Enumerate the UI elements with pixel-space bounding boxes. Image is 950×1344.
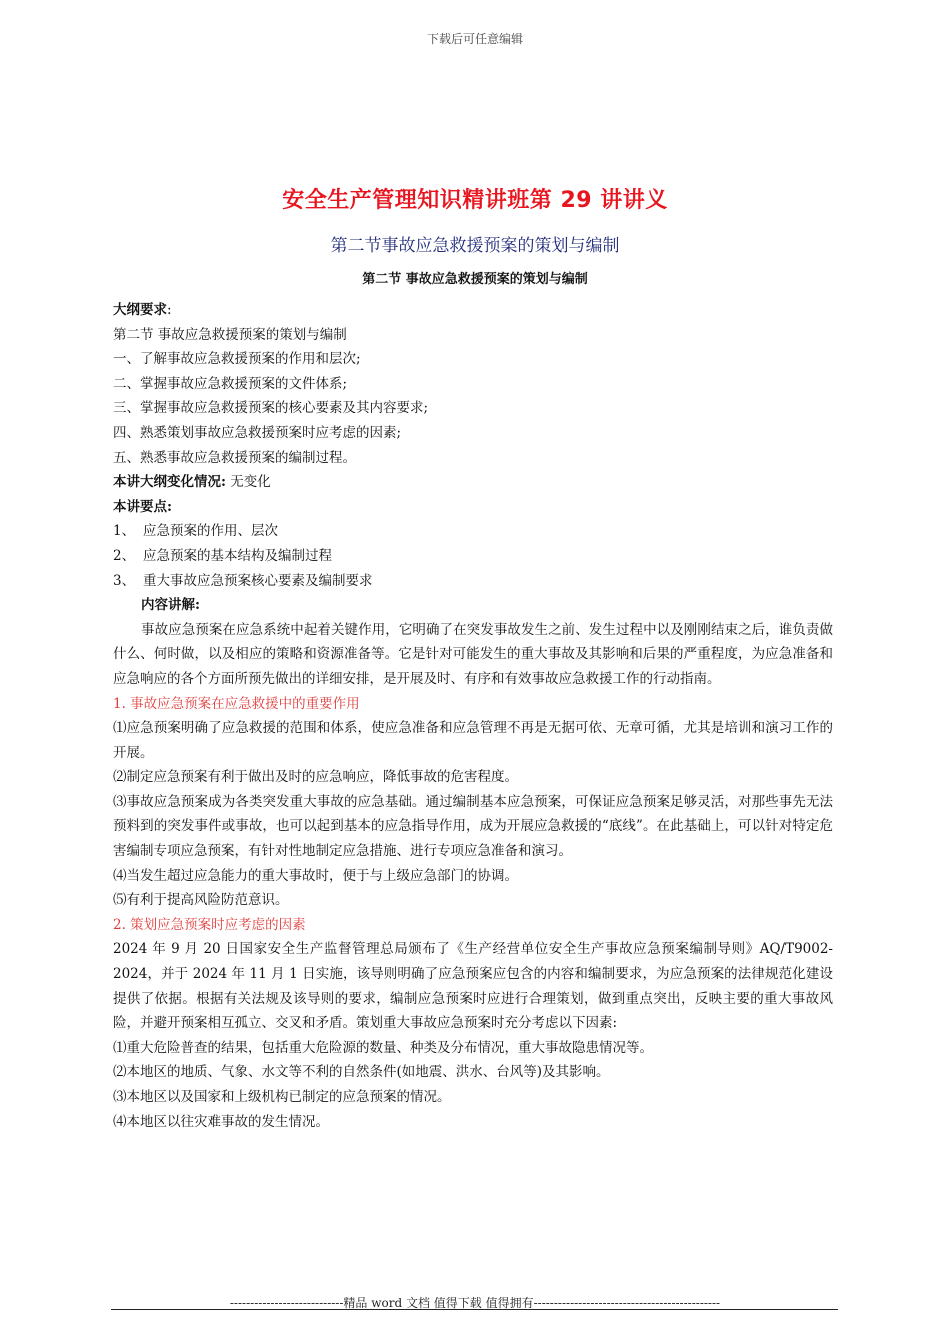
key-point-item bbox=[113, 544, 833, 569]
section1-item: ⑶事故应急预案成为各类突发重大事故的应急基础。通过编制基本应急预案，可保证应急预案足够灵活，对那些事先无法预料到的突发事件或事故，也可以起到基本的应急指导作用，成为开展应急救援的“底线”。在此基础上，可以针对特定危害编制专项应急预案，有针对性地制定应急措施、进行专项应急准备和演习。 bbox=[113, 793, 833, 860]
key-point-item bbox=[113, 569, 833, 594]
content-heading: 内容讲解: bbox=[141, 597, 200, 614]
key-point-text: 应急预案的基本结构及编制过程 bbox=[143, 547, 332, 564]
document-title: 安全生产管理知识精讲班第 29 讲讲义 bbox=[282, 188, 668, 213]
key-points-heading: 本讲要点: bbox=[113, 498, 172, 515]
outline-label-suffix: : bbox=[167, 302, 172, 318]
key-point-number: 3、 bbox=[113, 572, 136, 589]
section2-heading: 2. 策划应急预案时应考虑的因素 bbox=[113, 916, 306, 933]
section1-heading: 1. 事故应急预案在应急救援中的重要作用 bbox=[113, 695, 360, 712]
page-footer-text: ----------------------------精品 word 文档 值得下载 值得拥有---------------------------------------------- bbox=[229, 1296, 721, 1310]
key-point-text: 重大事故应急预案核心要素及编制要求 bbox=[143, 572, 373, 589]
key-point-item bbox=[113, 519, 833, 544]
intro-paragraph: 事故应急预案在应急系统中起着关键作用，它明确了在突发事故发生之前、发生过程中以及刚刚结束之后，谁负责做什么、何时做，以及相应的策略和资源准备等。它是针对可能发生的重大事故及其影响和后果的严重程度，为应急准备和应急响应的各个方面所预先做出的详细安排，是开展及时、有序和有效事故应急救援工作的行动指南。 bbox=[113, 621, 833, 687]
outline-item: 二、掌握事故应急救援预案的文件体系; bbox=[113, 375, 348, 392]
page-header-note: 下载后可任意编辑 bbox=[426, 32, 523, 46]
key-point-number: 2、 bbox=[113, 547, 136, 564]
footer-divider bbox=[111, 1309, 838, 1310]
section2-item: ⑶本地区以及国家和上级机构已制定的应急预案的情况。 bbox=[113, 1089, 451, 1105]
section1-item: ⑸有利于提高风险防范意识。 bbox=[113, 892, 289, 909]
outline-label: 大纲要求 bbox=[113, 302, 167, 318]
outline-change bbox=[113, 470, 833, 495]
outline-item: 四、熟悉策划事故应急救援预案时应考虑的因素; bbox=[113, 424, 402, 441]
outline-item: 一、了解事故应急救援预案的作用和层次; bbox=[113, 351, 361, 368]
document-subtitle: 第二节事故应急救援预案的策划与编制 bbox=[330, 236, 620, 256]
outline-item: 第二节 事故应急救援预案的策划与编制 bbox=[113, 326, 347, 343]
key-point-text: 应急预案的作用、层次 bbox=[143, 523, 278, 540]
outline-change-label: 本讲大纲变化情况: bbox=[113, 474, 226, 491]
outline-item: 三、掌握事故应急救援预案的核心要素及其内容要求; bbox=[113, 400, 429, 417]
section1-item: ⑴应急预案明确了应急救援的范围和体系，使应急准备和应急管理不再是无据可依、无章可循，尤其是培训和演习工作的开展。 bbox=[113, 720, 833, 761]
outline-change-value: 无变化 bbox=[230, 474, 271, 491]
outline-item: 五、熟悉事故应急救援预案的编制过程。 bbox=[113, 449, 356, 466]
section2-item: ⑷本地区以往灾难事故的发生情况。 bbox=[113, 1113, 329, 1130]
section2-item: ⑵本地区的地质、气象、水文等不利的自然条件(如地震、洪水、台风等)及其影响。 bbox=[113, 1064, 610, 1081]
document-body bbox=[113, 298, 833, 1134]
section2-item: ⑴重大危险普查的结果，包括重大危险源的数量、种类及分布情况，重大事故隐患情况等。 bbox=[113, 1039, 653, 1056]
key-point-number: 1、 bbox=[113, 523, 136, 540]
section1-item: ⑵制定应急预案有利于做出及时的应急响应，降低事故的危害程度。 bbox=[113, 769, 518, 786]
section2-paragraph: 2024 年 9 月 20 日国家安全生产监督管理总局颁布了《生产经营单位安全生产事故应急预案编制导则》AQ/T9002-2024，并于 2024 年 11 月 1 日实施，该导则明确了应急预案应包含的内容和编制要求，为应急预案的法律规范化建设提供了依据。根据有关法规及该导则的要求，编制应急预案时应进行合理策划，做到重点突出，反映主要的重大事故风险，并避开预案相互孤立、交叉和矛盾。策划重大事故应急预案时充分考虑以下因素: bbox=[113, 941, 833, 1032]
outline-heading bbox=[113, 298, 833, 323]
section-title: 第二节 事故应急救援预案的策划与编制 bbox=[362, 272, 588, 287]
section1-item: ⑷当发生超过应急能力的重大事故时，便于与上级应急部门的协调。 bbox=[113, 867, 518, 884]
